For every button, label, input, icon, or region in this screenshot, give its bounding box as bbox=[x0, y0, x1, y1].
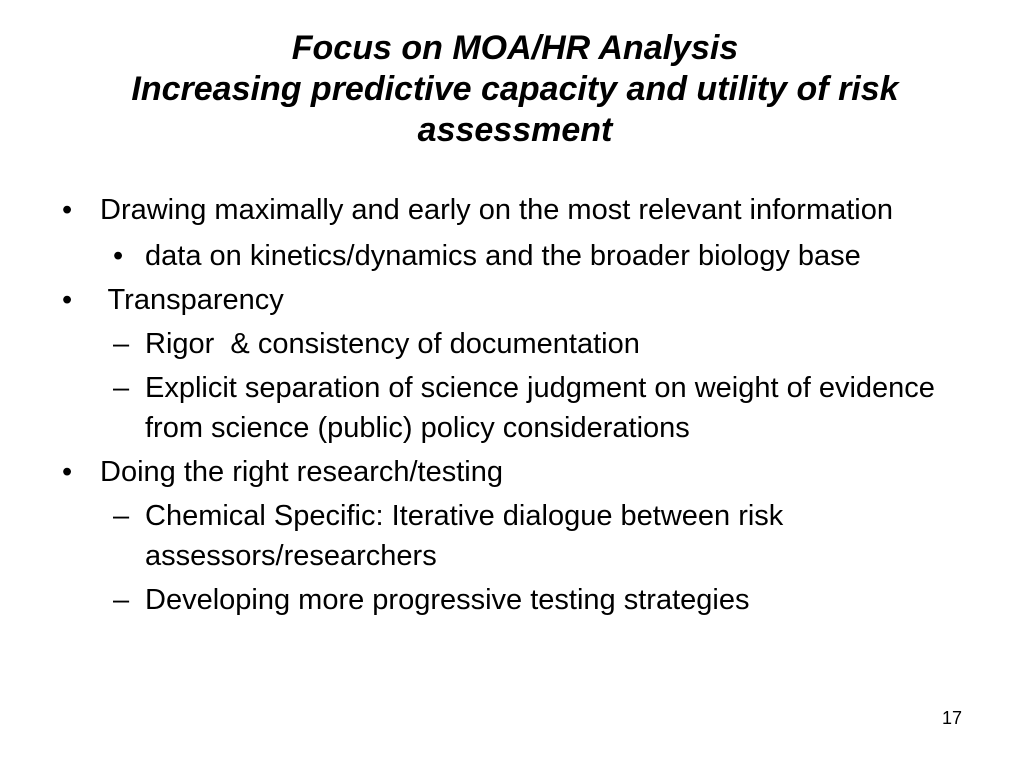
bullet-right-research bbox=[0, 452, 900, 492]
sub-bullet-kinetics-dynamics bbox=[0, 236, 935, 276]
dash-marker: – bbox=[113, 372, 130, 404]
bullet-text: Transparency bbox=[100, 284, 284, 316]
sub-bullet-chemical-specific bbox=[0, 496, 935, 576]
bullet-text: Rigor & consistency of documentation bbox=[145, 328, 640, 360]
bullet-text: Doing the right research/testing bbox=[100, 456, 503, 488]
bullet-text: Chemical Specific: Iterative dialogue between risk assessors/researchers bbox=[145, 500, 784, 572]
bullet-text: Explicit separation of science judgment on weight of evidence from science (public) policy considerations bbox=[145, 372, 935, 444]
bullet-marker: • bbox=[113, 240, 124, 272]
slide-body bbox=[0, 190, 1024, 620]
bullet-marker: • bbox=[62, 284, 73, 316]
bullet-transparency bbox=[0, 280, 900, 320]
slide-title-line-1: Focus on MOA/HR Analysis bbox=[291, 29, 739, 67]
dash-marker: – bbox=[113, 584, 130, 616]
bullet-marker: • bbox=[62, 456, 73, 488]
sub-bullet-progressive-testing bbox=[0, 580, 935, 620]
page-number: 17 bbox=[941, 708, 962, 728]
dash-marker: – bbox=[113, 328, 130, 360]
bullet-marker: • bbox=[62, 194, 73, 226]
bullet-text: Drawing maximally and early on the most relevant information bbox=[100, 194, 894, 226]
bullet-text: data on kinetics/dynamics and the broader biology base bbox=[145, 240, 861, 272]
slide-title-line-2: Increasing predictive capacity and utility of risk assessment bbox=[131, 70, 899, 149]
slide-title bbox=[40, 28, 990, 151]
bullet-text: Developing more progressive testing strategies bbox=[145, 584, 750, 616]
sub-bullet-rigor bbox=[0, 324, 935, 364]
sub-bullet-explicit-separation bbox=[0, 368, 935, 448]
bullet-drawing-maximally bbox=[0, 190, 900, 230]
dash-marker: – bbox=[113, 500, 130, 532]
